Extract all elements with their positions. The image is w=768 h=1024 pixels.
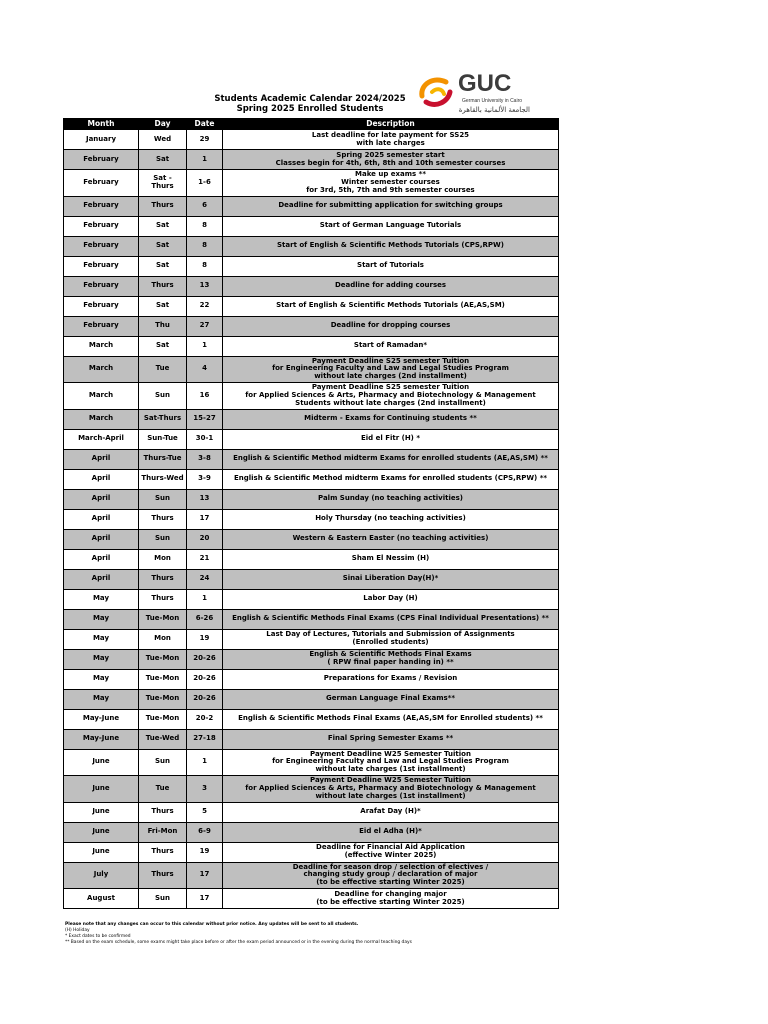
cell-day: Sun-Tue <box>139 429 187 449</box>
footnotes <box>65 922 585 946</box>
table-row <box>64 549 559 569</box>
cell-day: Thurs-Wed <box>139 469 187 489</box>
cell-description: Payment Deadline W25 Semester Tuition for Engineering Faculty and Law and Legal Studies Program without late charges (1st installment) <box>223 749 559 776</box>
table-row <box>64 569 559 589</box>
cell-day: Wed <box>139 130 187 150</box>
guc-logo <box>416 72 536 118</box>
table-row <box>64 529 559 549</box>
footnote-disclaimer: Please note that any changes can occur to this calendar without prior notice. Any updates will be sent to all students. <box>65 922 359 927</box>
cell-month: January <box>64 130 139 150</box>
cell-month: April <box>64 469 139 489</box>
cell-description: Payment Deadline S25 semester Tuition for Applied Sciences & Arts, Pharmacy and Biotechnology & Management Students without late charges (2nd installment) <box>223 383 559 410</box>
table-row <box>64 689 559 709</box>
cell-description: Start of English & Scientific Methods Tutorials (CPS,RPW) <box>223 236 559 256</box>
cell-date: 4 <box>187 356 223 383</box>
cell-description: Western & Eastern Easter (no teaching activities) <box>223 529 559 549</box>
cell-month: May <box>64 689 139 709</box>
cell-description: Midterm - Exams for Continuing students ** <box>223 409 559 429</box>
cell-date: 20 <box>187 529 223 549</box>
cell-date: 27-18 <box>187 729 223 749</box>
cell-description: Eid el Fitr (H) * <box>223 429 559 449</box>
academic-calendar-table <box>63 118 559 909</box>
cell-day: Tue-Mon <box>139 709 187 729</box>
cell-day: Tue-Mon <box>139 669 187 689</box>
cell-date: 16 <box>187 383 223 410</box>
cell-month: February <box>64 256 139 276</box>
cell-description: Deadline for Financial Aid Application (effective Winter 2025) <box>223 842 559 862</box>
cell-day: Tue <box>139 776 187 803</box>
cell-description: Preparations for Exams / Revision <box>223 669 559 689</box>
cell-day: Sun <box>139 383 187 410</box>
cell-description: Final Spring Semester Exams ** <box>223 729 559 749</box>
cell-date: 24 <box>187 569 223 589</box>
table-row <box>64 409 559 429</box>
cell-date: 1-6 <box>187 170 223 197</box>
cell-month: February <box>64 276 139 296</box>
cell-month: February <box>64 236 139 256</box>
cell-day: Sat <box>139 256 187 276</box>
cell-date: 30-1 <box>187 429 223 449</box>
cell-date: 3-8 <box>187 449 223 469</box>
table-row <box>64 449 559 469</box>
cell-date: 3-9 <box>187 469 223 489</box>
cell-date: 17 <box>187 509 223 529</box>
cell-day: Sat <box>139 150 187 170</box>
table-row <box>64 276 559 296</box>
cell-description: Start of Tutorials <box>223 256 559 276</box>
cell-date: 1 <box>187 336 223 356</box>
table-row <box>64 669 559 689</box>
cell-day: Sat-Thurs <box>139 409 187 429</box>
cell-month: April <box>64 449 139 469</box>
cell-date: 27 <box>187 316 223 336</box>
cell-day: Thurs <box>139 862 187 889</box>
table-row <box>64 649 559 669</box>
cell-date: 20-26 <box>187 649 223 669</box>
table-row <box>64 629 559 649</box>
cell-date: 13 <box>187 276 223 296</box>
cell-month: May <box>64 609 139 629</box>
table-row <box>64 889 559 909</box>
calendar-subtitle: Spring 2025 Enrolled Students <box>236 104 384 114</box>
cell-day: Sun <box>139 529 187 549</box>
cell-month: June <box>64 802 139 822</box>
table-row <box>64 842 559 862</box>
cell-month: June <box>64 822 139 842</box>
cell-day: Tue-Mon <box>139 609 187 629</box>
table-row <box>64 862 559 889</box>
table-body <box>64 130 559 909</box>
cell-day: Sat <box>139 336 187 356</box>
cell-month: May <box>64 589 139 609</box>
table-row <box>64 729 559 749</box>
table-row <box>64 749 559 776</box>
cell-description: Deadline for submitting application for switching groups <box>223 196 559 216</box>
cell-description: English & Scientific Methods Final Exams (CPS Final Individual Presentations) ** <box>223 609 559 629</box>
cell-day: Sun <box>139 489 187 509</box>
cell-month: April <box>64 569 139 589</box>
cell-day: Thurs <box>139 276 187 296</box>
table-row <box>64 256 559 276</box>
table-row <box>64 296 559 316</box>
cell-date: 20-2 <box>187 709 223 729</box>
cell-description: German Language Final Exams** <box>223 689 559 709</box>
footnote-dates: * Exact dates to be confirmed <box>65 934 131 939</box>
cell-date: 8 <box>187 236 223 256</box>
cell-date: 17 <box>187 862 223 889</box>
cell-month: March <box>64 409 139 429</box>
cell-description: Spring 2025 semester start Classes begin for 4th, 6th, 8th and 10th semester courses <box>223 150 559 170</box>
cell-month: May <box>64 669 139 689</box>
cell-date: 15-27 <box>187 409 223 429</box>
cell-description: Deadline for season drop / selection of electives / changing study group / declaration of major (to be effective starting Winter 2025) <box>223 862 559 889</box>
header-month: Month <box>64 119 139 130</box>
table-row <box>64 150 559 170</box>
table-header-row <box>64 119 559 130</box>
cell-month: May <box>64 649 139 669</box>
cell-description: Last Day of Lectures, Tutorials and Submission of Assignments (Enrolled students) <box>223 629 559 649</box>
cell-month: May-June <box>64 729 139 749</box>
table-row <box>64 236 559 256</box>
cell-month: June <box>64 749 139 776</box>
table-row <box>64 429 559 449</box>
cell-date: 6-26 <box>187 609 223 629</box>
cell-day: Tue <box>139 356 187 383</box>
cell-day: Sat <box>139 296 187 316</box>
cell-day: Sun <box>139 749 187 776</box>
cell-date: 21 <box>187 549 223 569</box>
header-day: Day <box>139 119 187 130</box>
cell-description: Sham El Nessim (H) <box>223 549 559 569</box>
cell-description: Labor Day (H) <box>223 589 559 609</box>
cell-day: Tue-Mon <box>139 689 187 709</box>
cell-description: Eid el Adha (H)* <box>223 822 559 842</box>
cell-day: Sun <box>139 889 187 909</box>
cell-description: Payment Deadline W25 Semester Tuition for Applied Sciences & Arts, Pharmacy and Biotechnology & Management without late charges (1st installment) <box>223 776 559 803</box>
cell-description: Deadline for dropping courses <box>223 316 559 336</box>
cell-month: February <box>64 316 139 336</box>
cell-day: Thurs <box>139 509 187 529</box>
logo-arabic-name: الجامعة الألمانية بالقاهرة <box>458 106 530 114</box>
table-row <box>64 469 559 489</box>
cell-month: February <box>64 216 139 236</box>
logo-subtitle: German University in Cairo <box>462 98 523 104</box>
footnote-exams: ** Based on the exam schedule, some exams might take place before or after the exam period announced or in the evening during the normal teaching days <box>65 940 412 945</box>
cell-day: Thurs <box>139 802 187 822</box>
cell-date: 6-9 <box>187 822 223 842</box>
cell-month: June <box>64 776 139 803</box>
cell-month: March <box>64 336 139 356</box>
cell-day: Thurs <box>139 589 187 609</box>
table-row <box>64 709 559 729</box>
cell-description: Start of Ramadan* <box>223 336 559 356</box>
cell-month: February <box>64 296 139 316</box>
table-row <box>64 216 559 236</box>
cell-month: February <box>64 196 139 216</box>
cell-description: Start of German Language Tutorials <box>223 216 559 236</box>
cell-month: August <box>64 889 139 909</box>
cell-date: 19 <box>187 842 223 862</box>
page-title <box>180 94 440 114</box>
table-row <box>64 609 559 629</box>
cell-month: February <box>64 170 139 197</box>
cell-day: Thurs <box>139 569 187 589</box>
cell-description: Payment Deadline S25 semester Tuition for Engineering Faculty and Law and Legal Studies Program without late charges (2nd installment) <box>223 356 559 383</box>
footnote-holiday: (H) Holiday <box>65 928 90 933</box>
cell-description: Palm Sunday (no teaching activities) <box>223 489 559 509</box>
table-row <box>64 509 559 529</box>
cell-day: Mon <box>139 549 187 569</box>
cell-date: 17 <box>187 889 223 909</box>
cell-month: April <box>64 509 139 529</box>
cell-date: 29 <box>187 130 223 150</box>
cell-description: Last deadline for late payment for SS25 with late charges <box>223 130 559 150</box>
cell-description: Make up exams ** Winter semester courses for 3rd, 5th, 7th and 9th semester courses <box>223 170 559 197</box>
cell-month: April <box>64 489 139 509</box>
cell-month: March <box>64 383 139 410</box>
cell-description: Deadline for changing major (to be effective starting Winter 2025) <box>223 889 559 909</box>
cell-date: 1 <box>187 589 223 609</box>
cell-date: 20-26 <box>187 689 223 709</box>
cell-date: 19 <box>187 629 223 649</box>
table-row <box>64 130 559 150</box>
cell-description: English & Scientific Methods Final Exams (AE,AS,SM for Enrolled students) ** <box>223 709 559 729</box>
cell-day: Tue-Wed <box>139 729 187 749</box>
cell-description: Sinai Liberation Day(H)* <box>223 569 559 589</box>
cell-date: 8 <box>187 256 223 276</box>
cell-day: Thurs-Tue <box>139 449 187 469</box>
cell-month: May <box>64 629 139 649</box>
table-row <box>64 356 559 383</box>
table-row <box>64 383 559 410</box>
cell-day: Sat <box>139 216 187 236</box>
cell-month: April <box>64 529 139 549</box>
cell-month: May-June <box>64 709 139 729</box>
table-row <box>64 170 559 197</box>
cell-month: February <box>64 150 139 170</box>
cell-date: 1 <box>187 749 223 776</box>
table-row <box>64 336 559 356</box>
cell-date: 22 <box>187 296 223 316</box>
table-row <box>64 822 559 842</box>
cell-day: Thurs <box>139 196 187 216</box>
logo-wordmark: GUC <box>458 70 512 97</box>
cell-description: English & Scientific Method midterm Exams for enrolled students (AE,AS,SM) ** <box>223 449 559 469</box>
cell-description: Holy Thursday (no teaching activities) <box>223 509 559 529</box>
cell-description: Arafat Day (H)* <box>223 802 559 822</box>
header-date: Date <box>187 119 223 130</box>
cell-date: 5 <box>187 802 223 822</box>
table-row <box>64 196 559 216</box>
cell-day: Mon <box>139 629 187 649</box>
cell-date: 20-26 <box>187 669 223 689</box>
cell-day: Thurs <box>139 842 187 862</box>
cell-date: 3 <box>187 776 223 803</box>
calendar-title: Students Academic Calendar 2024/2025 <box>214 94 406 104</box>
table-row <box>64 776 559 803</box>
table-row <box>64 589 559 609</box>
table-row <box>64 489 559 509</box>
cell-description: English & Scientific Methods Final Exams ( RPW final paper handing in) ** <box>223 649 559 669</box>
cell-description: Deadline for adding courses <box>223 276 559 296</box>
header-description: Description <box>223 119 559 130</box>
table-row <box>64 802 559 822</box>
cell-day: Sat - Thurs <box>139 170 187 197</box>
cell-day: Fri-Mon <box>139 822 187 842</box>
cell-date: 13 <box>187 489 223 509</box>
cell-day: Tue-Mon <box>139 649 187 669</box>
cell-month: June <box>64 842 139 862</box>
cell-month: July <box>64 862 139 889</box>
cell-day: Thu <box>139 316 187 336</box>
cell-day: Sat <box>139 236 187 256</box>
cell-month: April <box>64 549 139 569</box>
cell-description: English & Scientific Method midterm Exams for enrolled students (CPS,RPW) ** <box>223 469 559 489</box>
cell-date: 6 <box>187 196 223 216</box>
cell-date: 1 <box>187 150 223 170</box>
table-row <box>64 316 559 336</box>
cell-date: 8 <box>187 216 223 236</box>
cell-month: March <box>64 356 139 383</box>
cell-month: March-April <box>64 429 139 449</box>
cell-description: Start of English & Scientific Methods Tutorials (AE,AS,SM) <box>223 296 559 316</box>
